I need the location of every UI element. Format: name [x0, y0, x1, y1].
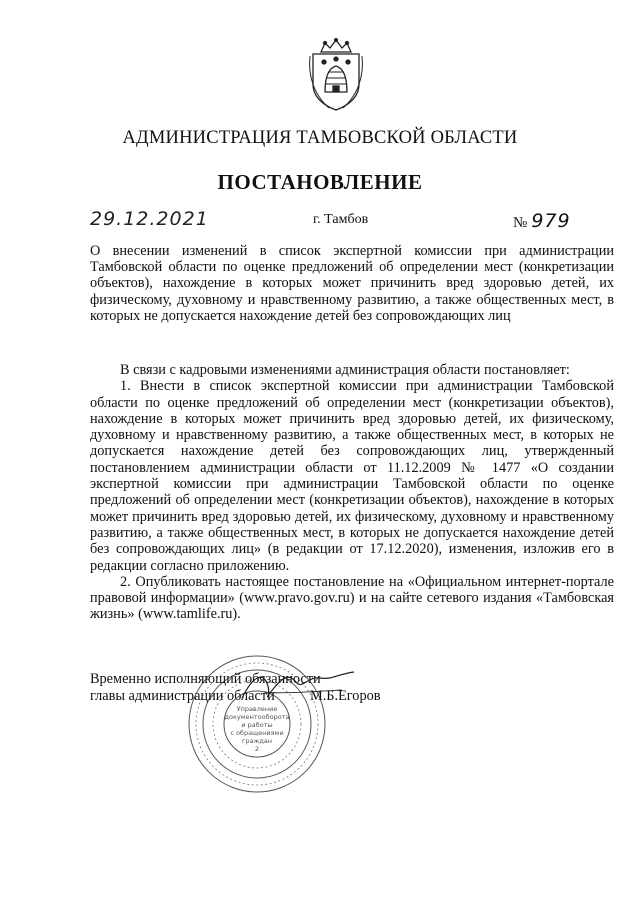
document-number [513, 210, 571, 232]
document-body [90, 362, 614, 623]
stamp-line-4: с обращениями [230, 729, 284, 737]
signer-title-line-2: главы администрации области [90, 687, 275, 704]
document-subject: О внесении изменений в список экспертной комиссии при администрации Тамбовской области по оценке предложений об определении мест (конкретизации объектов), нахождение в которых может причинить вред здоровью детей, их физическому, духовному и нравственному развитию, а также общественных мест, в которых не допускается нахождение детей без сопровождающих лиц [90, 243, 614, 324]
stamp-line-5: граждан [241, 737, 273, 745]
handwritten-signature [238, 668, 358, 708]
item-1-paragraph: 1. Внести в список экспертной комиссии при администрации Тамбовской области по оценке предложений об определении мест (конкретизации объектов), нахождение в которых может причинить вред здоровью детей, их физическому, духовному и нравственному развитию, а также общественных мест, в которых не допускается нахождение детей без сопровождающих лиц, утвержденный постановлением администрации области от 11.12.2009 № 1477 «О создании экспертной комиссии при администрации Тамбовской области по оценке предложений об определении мест (конкретизации объектов), нахождение в которых может причинить вред здоровью детей, их физическому, духовному и нравственному развитию, а также общественных мест, в которых не допускается нахождение детей без сопровождающих лиц» (в редакции от 17.12.2020), изменения, изложив его в редакции согласно приложению. [90, 378, 614, 574]
number-value: 979 [531, 210, 571, 232]
organization-title: АДМИНИСТРАЦИЯ ТАМБОВСКОЙ ОБЛАСТИ [122, 128, 518, 148]
stamp-line-2: документооборота [224, 713, 290, 721]
stamp-line-1: Управление [236, 705, 278, 713]
item-2-paragraph: 2. Опубликовать настоящее постановление на «Официальном интернет-портале правовой информации» (www.pravo.gov.ru) и на сайте сетевого издания «Тамбовская жизнь» (www.tamlife.ru). [90, 573, 614, 623]
document-city: г. Тамбов [313, 212, 369, 227]
coat-of-arms-icon [307, 38, 365, 112]
signer-name: М.Б.Егоров [310, 688, 381, 704]
signer-title-line-1: Временно исполняющий обязанности [90, 671, 321, 687]
intro-paragraph: В связи с кадровыми изменениями администрация области постановляет: [120, 362, 570, 378]
document-date: 29.12.2021 [90, 208, 209, 230]
stamp-line-6: 2 [254, 745, 260, 753]
document-type-title: ПОСТАНОВЛЕНИЕ [217, 170, 423, 194]
number-sign: № [513, 215, 528, 231]
stamp-line-3: и работы [241, 721, 273, 729]
